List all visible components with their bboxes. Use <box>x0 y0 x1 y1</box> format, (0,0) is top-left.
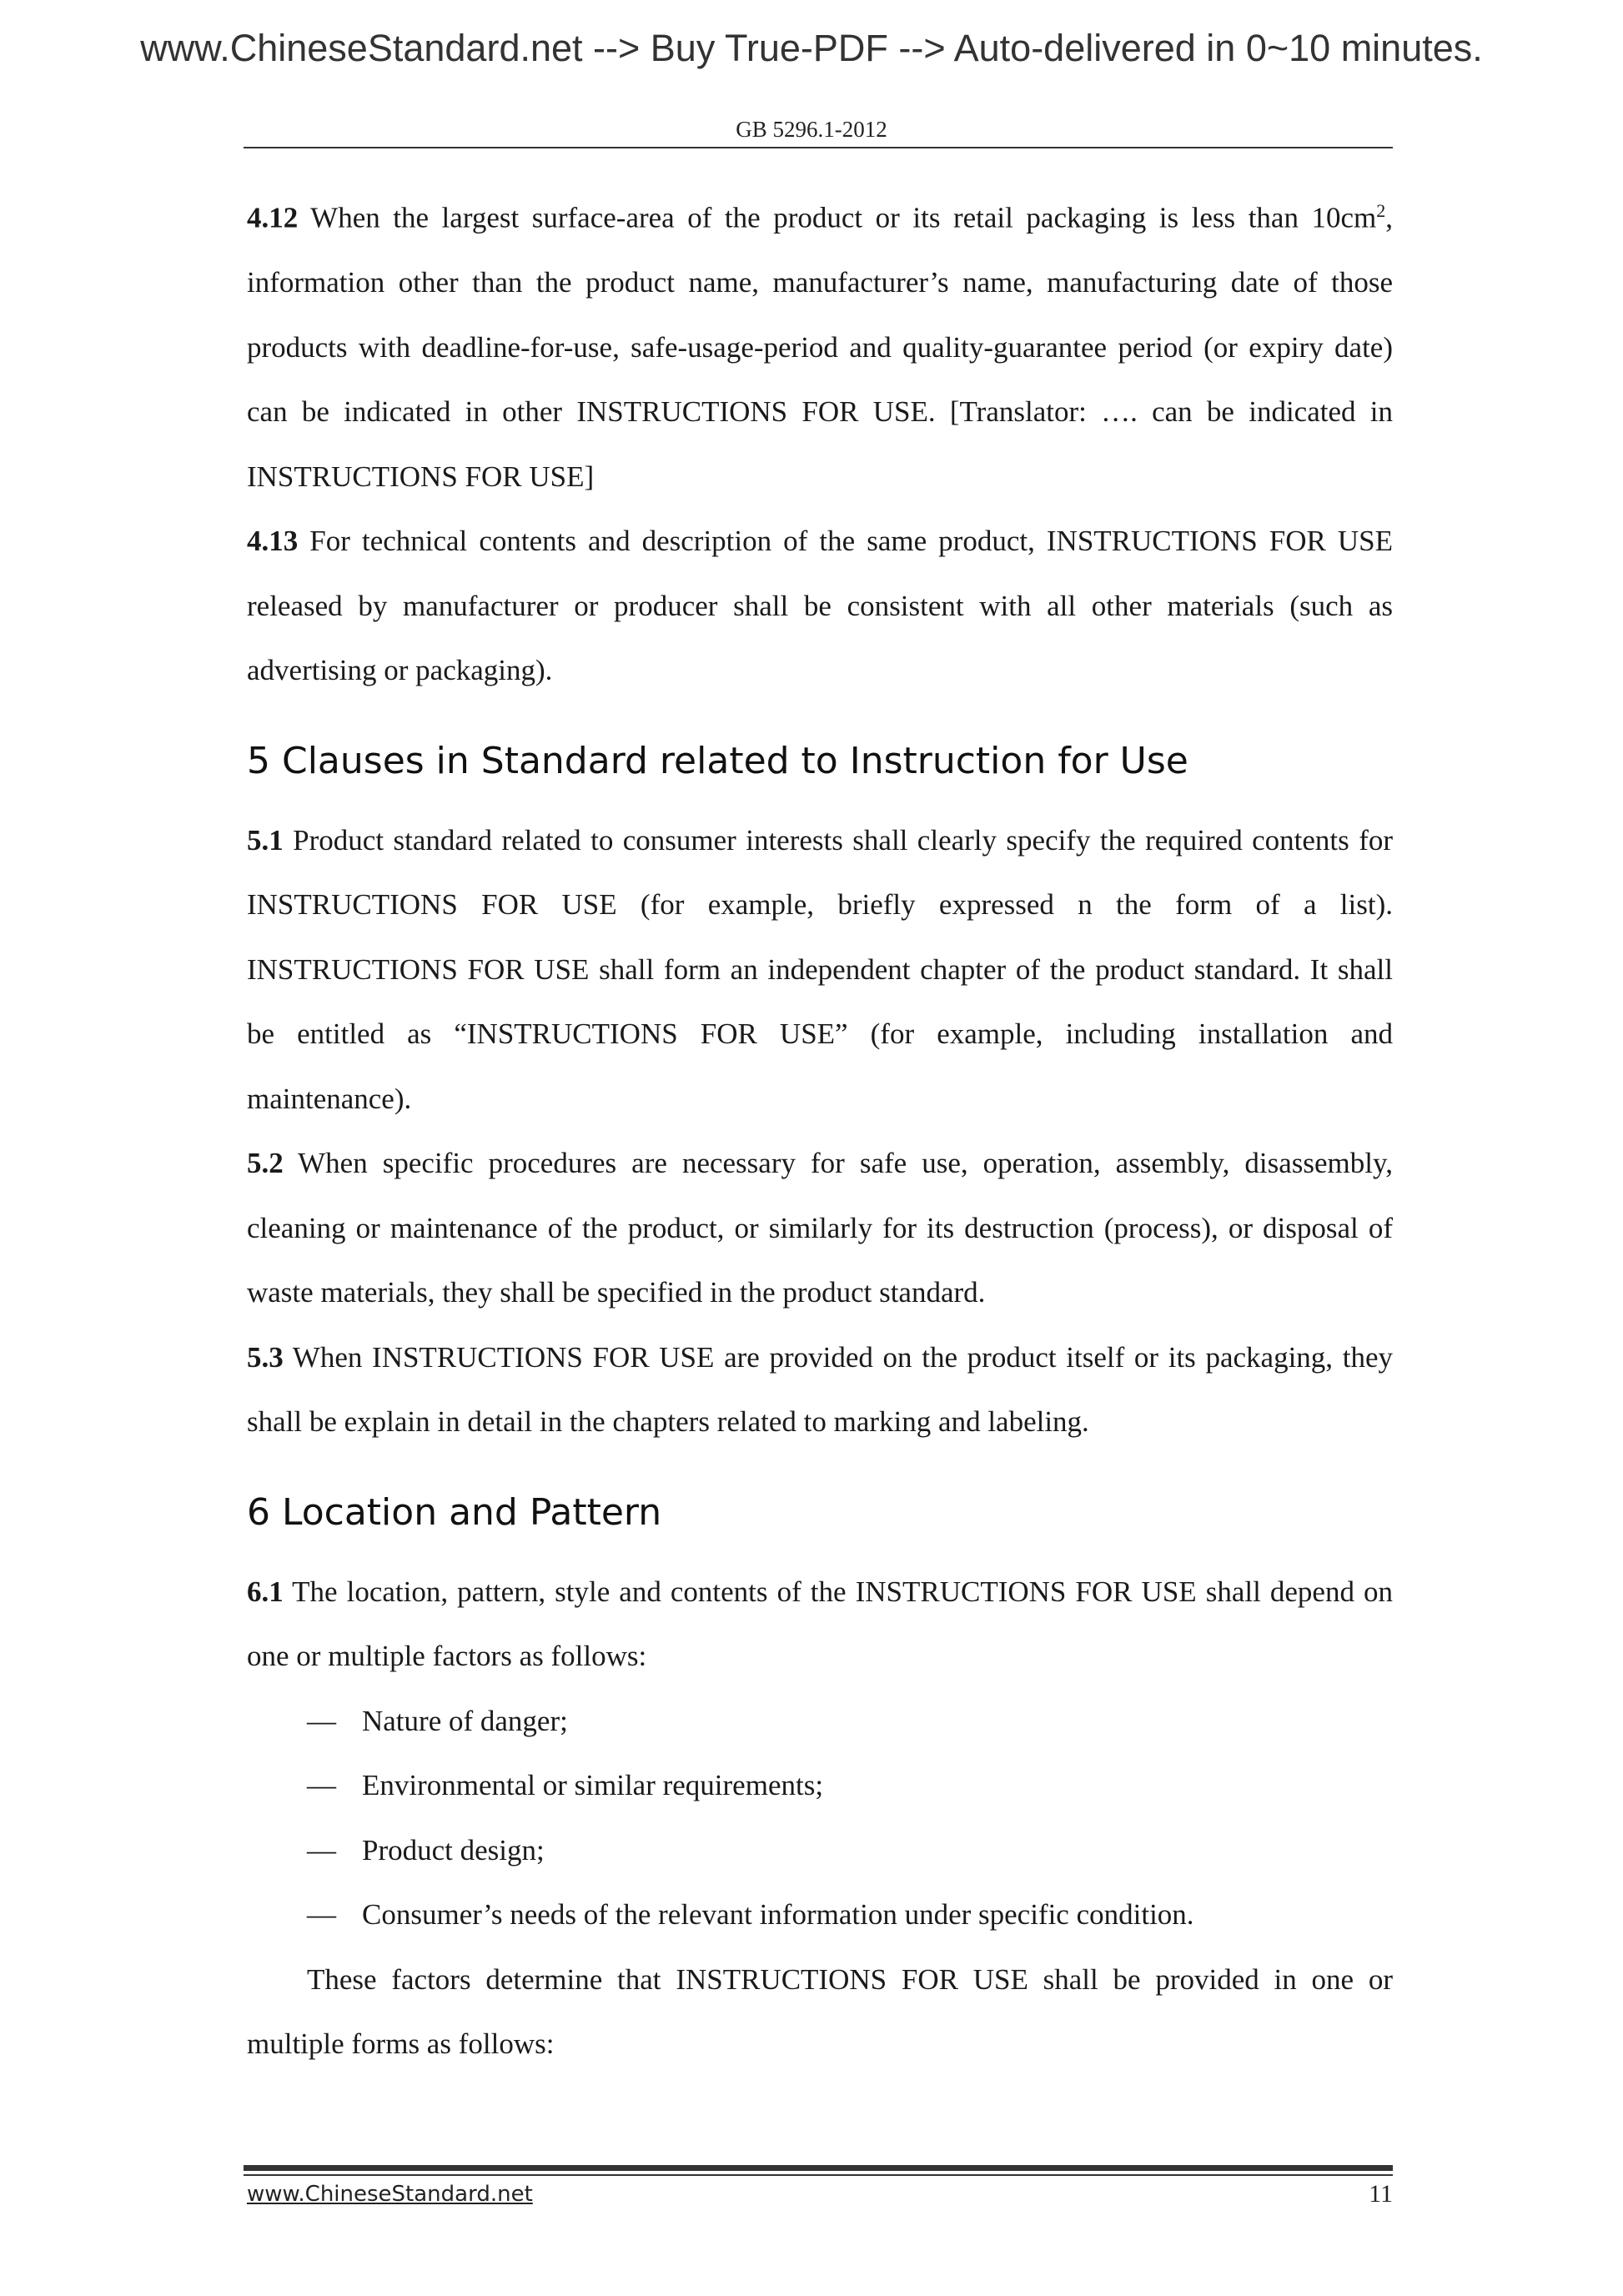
dash-marker: — <box>307 1898 336 1932</box>
list-item <box>247 1818 1393 1883</box>
site-banner: www.ChineseStandard.net --> Buy True-PDF --> Auto-delivered in 0~10 minutes. <box>140 27 1483 69</box>
closing-paragraph: These factors determine that INSTRUCTIONS FOR USE shall be provided in one or multiple forms as follows: <box>247 1962 1393 2061</box>
clause-number: 5.3 <box>247 1340 284 1374</box>
superscript: 2 <box>1376 200 1386 221</box>
clause-text: When INSTRUCTIONS FOR USE are provided on the product itself or its packaging, they shall be explain in detail in the chapters related to marking and labeling. <box>247 1340 1393 1439</box>
footer-divider-thin <box>244 2174 1393 2176</box>
clause-number: 4.13 <box>247 525 299 558</box>
list-item-text: Nature of danger; <box>362 1704 568 1737</box>
footer-divider <box>244 2165 1393 2171</box>
clause-number: 5.2 <box>247 1147 284 1180</box>
dash-marker: — <box>307 1704 336 1737</box>
page-number: 11 <box>1369 2180 1393 2208</box>
clause-5-2 <box>247 1131 1393 1325</box>
clause-number: 6.1 <box>247 1575 284 1608</box>
clause-text: Product standard related to consumer interests shall clearly specify the required contents for INSTRUCTIONS FOR USE (for example, briefly expressed n the form of a list). INSTRUCTIONS FOR USE shall form an independent chapter of the product standard. It shall be entitled as “INSTRUCTIONS FOR USE” (for example, including installation and maintenance). <box>247 823 1393 1115</box>
list-item-text: Product design; <box>362 1833 545 1866</box>
page-body <box>247 178 1393 2077</box>
list-item <box>247 1689 1393 1754</box>
clause-5-1 <box>247 808 1393 1132</box>
list-item-text: Environmental or similar requirements; <box>362 1769 824 1802</box>
document-code: GB 5296.1-2012 <box>736 117 887 142</box>
footer-website-link[interactable]: www.ChineseStandard.net <box>247 2182 533 2207</box>
list-item <box>247 1882 1393 1947</box>
dash-marker: — <box>307 1769 336 1802</box>
clause-4-13 <box>247 509 1393 703</box>
clause-text: When specific procedures are necessary for safe use, operation, assembly, disassembly, cleaning or maintenance of the product, or similarly for its destruction (process), or disposal of waste materials, they shall be specified in the product standard. <box>247 1147 1393 1309</box>
clause-5-3 <box>247 1325 1393 1454</box>
clause-number: 5.1 <box>247 823 284 857</box>
clause-4-12 <box>247 178 1393 509</box>
clause-text: The location, pattern, style and contents of the INSTRUCTIONS FOR USE shall depend on one or multiple factors as follows: <box>247 1575 1393 1673</box>
clause-6-1 <box>247 1560 1393 1689</box>
clause-text: , information other than the product name, manufacturer’s name, manufacturing date of those products with deadline-for-use, safe-usage-period and quality-guarantee period (or expiry date) can be indicated in other INSTRUCTIONS FOR USE. [Translator: …. can be indicated in INSTRUCTIONS FOR USE] <box>247 201 1393 493</box>
list-item-text: Consumer’s needs of the relevant information under specific condition. <box>362 1898 1194 1932</box>
list-item <box>247 1753 1393 1818</box>
dash-marker: — <box>307 1833 336 1866</box>
clause-number: 4.12 <box>247 201 299 234</box>
header-divider <box>244 147 1393 148</box>
section-5-heading: 5 Clauses in Standard related to Instruction for Use <box>247 739 1188 782</box>
clause-text: When the largest surface-area of the product or its retail packaging is less than 10cm <box>298 201 1377 234</box>
section-6-heading: 6 Location and Pattern <box>247 1490 662 1534</box>
clause-text: For technical contents and description of the same product, INSTRUCTIONS FOR USE released by manufacturer or producer shall be consistent with all other materials (such as advertising or packaging). <box>247 525 1393 687</box>
